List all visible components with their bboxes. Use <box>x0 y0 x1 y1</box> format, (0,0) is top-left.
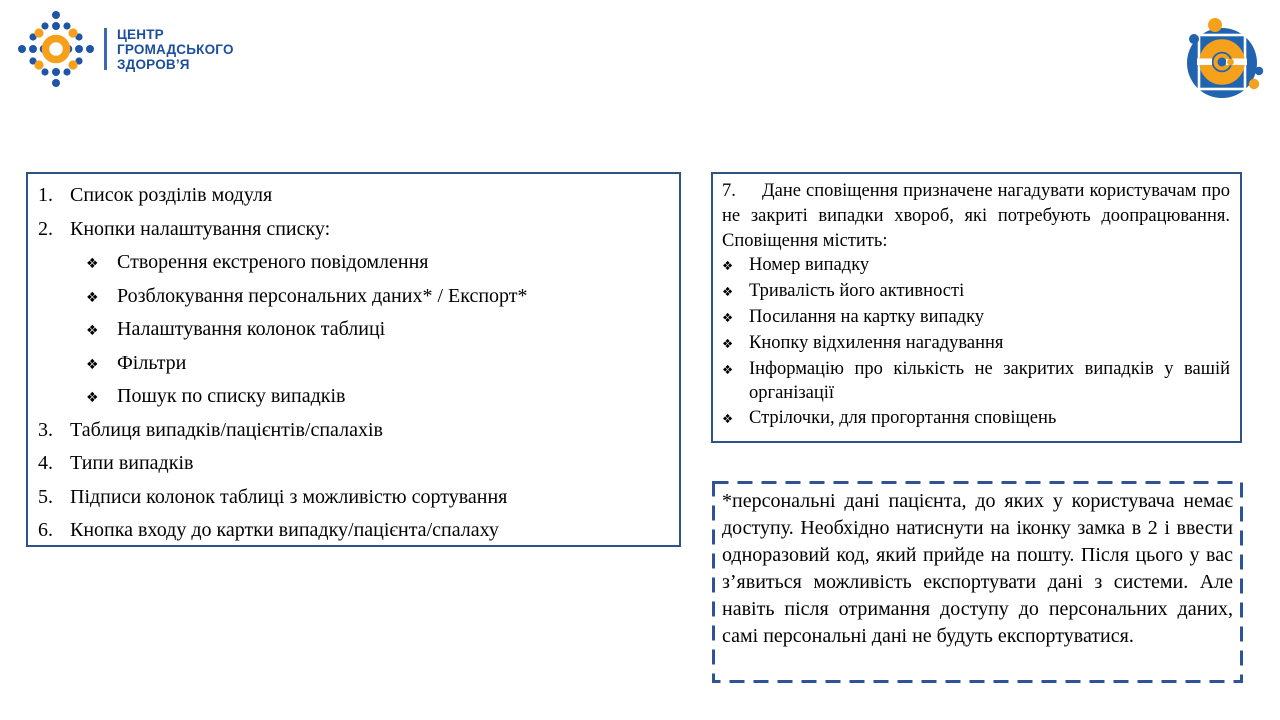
list-item <box>28 280 671 314</box>
notification-bullet-text: Номер випадку <box>749 255 870 276</box>
list-item <box>28 481 671 515</box>
list-item-text: Пошук по списку випадків <box>117 385 346 407</box>
list-item <box>28 514 671 547</box>
notification-bullet-text: Кнопку відхилення нагадування <box>749 332 1004 353</box>
list-item <box>28 179 671 213</box>
bullet-marker: ❖ <box>722 258 734 274</box>
module-list <box>28 179 671 547</box>
list-item <box>28 347 671 381</box>
list-item <box>28 213 671 247</box>
notification-paragraph <box>722 179 1230 253</box>
list-item <box>28 447 671 481</box>
notification-bullet <box>722 406 1230 432</box>
notification-bullet <box>722 279 1230 305</box>
list-item <box>28 414 671 448</box>
notification-bullet-text: Інформацію про кількість не закритих випадків у вашій організації <box>749 358 1230 404</box>
list-item-text: Підписи колонок таблиці з можливістю сортування <box>70 485 508 508</box>
notification-bullet-text: Посилання на картку випадку <box>749 306 985 327</box>
bullet-marker: ❖ <box>86 356 99 373</box>
item-number: 7. <box>722 181 736 201</box>
phc-logo-text <box>117 27 234 72</box>
bullet-marker: ❖ <box>722 284 734 300</box>
phc-logo <box>10 3 234 95</box>
bullet-marker: ❖ <box>722 309 734 325</box>
bullet-marker: ❖ <box>722 335 734 351</box>
footnote-text: *персональні дані пацієнта, до яких у користувача немає доступу. Необхідно натиснути на іконку замка в 2 і ввести одноразовий код, який прийде на пошту. Після цього у вас з’явиться можливість експортувати дані з системи. Але навіть після отримання доступу до персональних даних, самі персональні дані не будуть експортуватися. <box>722 490 1233 647</box>
notification-bullets <box>722 253 1230 432</box>
module-list-box <box>26 172 681 547</box>
number-marker: 2. <box>38 217 53 240</box>
notification-bullet <box>722 357 1230 407</box>
list-item-text: Типи випадків <box>70 452 194 474</box>
bullet-marker: ❖ <box>722 411 734 427</box>
list-item-text: Кнопка входу до картки випадку/пацієнта/спалаху <box>70 519 499 541</box>
phc-logo-line1: ЦЕНТР <box>117 26 164 42</box>
number-marker: 3. <box>38 418 53 441</box>
notification-bullet-text: Стрілочки, для прогортання сповіщень <box>749 408 1057 429</box>
list-item-text: Список розділів модуля <box>70 184 273 206</box>
number-marker: 5. <box>38 485 53 508</box>
list-item <box>28 380 671 414</box>
bullet-marker: ❖ <box>86 323 99 339</box>
seim-logo-icon <box>1178 14 1266 108</box>
bullet-marker: ❖ <box>86 256 99 272</box>
bullet-marker: ❖ <box>86 390 99 406</box>
number-marker: 6. <box>38 519 53 541</box>
notification-bullet <box>722 331 1230 357</box>
number-marker: 4. <box>38 452 53 474</box>
list-item-text: Розблокування персональних даних* / Експорт* <box>117 284 528 307</box>
notification-box <box>711 172 1242 443</box>
list-item-text: Налаштування колонок таблиці <box>117 318 386 340</box>
list-item-text: Фільтри <box>117 351 187 374</box>
notification-intro: Дане сповіщення призначене нагадувати користувачам про не закриті випадки хвороб, які потребують доопрацювання. Сповіщення містить: <box>722 181 1230 251</box>
bullet-marker: ❖ <box>722 361 734 377</box>
bullet-marker: ❖ <box>86 289 99 306</box>
list-item-text: Кнопки налаштування списку: <box>70 217 331 240</box>
list-item-text: Таблиця випадків/пацієнтів/спалахів <box>70 418 383 441</box>
footnote-box <box>712 481 1243 683</box>
list-item <box>28 246 671 280</box>
notification-bullet-text: Тривалість його активності <box>749 281 965 302</box>
notification-bullet <box>722 253 1230 279</box>
number-marker: 1. <box>38 184 53 206</box>
list-item <box>28 313 671 347</box>
logo-divider <box>104 28 107 70</box>
list-item-text: Створення екстреного повідомлення <box>117 251 429 273</box>
notification-bullet <box>722 305 1230 331</box>
phc-logo-line3: ЗДОРОВ’Я <box>117 56 190 72</box>
phc-logo-mark-icon <box>10 3 102 95</box>
phc-logo-line2: ГРОМАДСЬКОГО <box>117 41 234 57</box>
